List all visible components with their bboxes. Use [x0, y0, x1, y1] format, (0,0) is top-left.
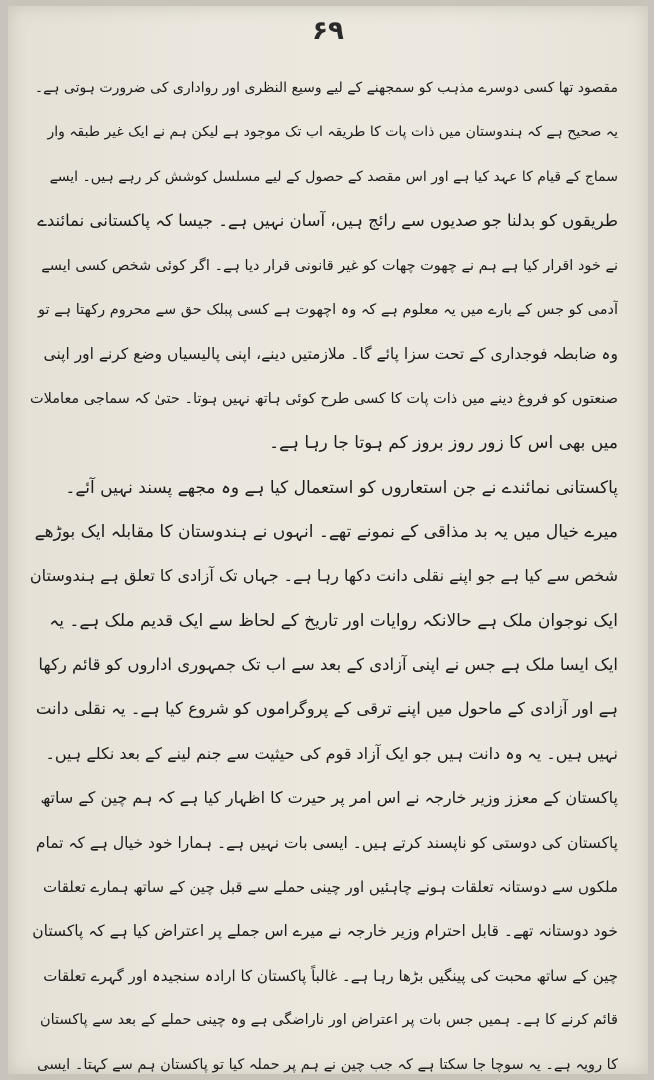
book-page — [8, 6, 648, 1074]
text-line: ایک نوجوان ملک ہے حالانکہ روایات اور تاریخ کے لحاظ سے ایک قدیم ملک ہے۔ یہ — [49, 610, 618, 631]
text-line: میرے خیال میں یہ بد مذاقی کے نمونے تھے۔ انہوں نے ہندوستان کا مقابلہ ایک بوڑھے — [34, 521, 618, 542]
text-line: نے خود اقرار کیا ہے ہم نے چھوت چھات کو غیر قانونی قرار دیا ہے۔ اگر کوئی شخص کسی ایسے — [41, 257, 618, 274]
text-line: یہ صحیح ہے کہ ہندوستان میں ذات پات کا طریقہ اب تک موجود ہے لیکن ہم نے ایک غیر طبقہ وار — [47, 124, 618, 141]
text-line: وہ ضابطہ فوجداری کے تحت سزا پائے گا۔ ملازمتیں دینے، اپنی پالیسیاں وضع کرنے اور اپنی — [43, 345, 618, 364]
text-line: ایک ایسا ملک ہے جس نے اپنی آزادی کے بعد سے اب تک جمہوری اداروں کو قائم رکھا — [38, 655, 618, 675]
text-line: ملکوں سے دوستانہ تعلقات ہونے چاہئیں اور چینی حملے سے قبل چین کے ساتھ ہمارے تعلقات — [43, 878, 618, 897]
text-line: چین کے ساتھ محبت کی پینگیں بڑھا رہا ہے۔ غالباً پاکستان کا ارادہ سنجیدہ اور گہرے تعلقات — [43, 966, 618, 985]
text-line: مقصود تھا کسی دوسرے مذہب کو سمجھنے کے لیے وسیع النظری اور رواداری کی ضرورت ہوتی ہے۔ — [34, 80, 618, 96]
text-line: قائم کرنے کا ہے۔ ہمیں جس بات پر اعتراض اور ناراضگی ہے وہ چینی حملے کے بعد سے پاکستان — [39, 1012, 618, 1029]
text-line: آدمی کو جس کے بارے میں یہ معلوم ہے کہ وہ اچھوت ہے کسی پبلک حق سے محروم رکھتا ہے تو — [38, 301, 618, 318]
text-line: ہے اور آزادی کے ماحول میں اپنے ترقی کے پروگراموں کو شروع کیا ہے۔ یہ نقلی دانت — [35, 699, 618, 719]
text-line: میں بھی اس کا زور روز بروز کم ہوتا جا رہا ہے۔ — [269, 433, 618, 454]
text-line: پاکستانی نمائندے نے جن استعاروں کو استعمال کیا ہے وہ مجھے پسند نہیں آئے۔ — [65, 477, 618, 498]
text-line: طریقوں کو بدلنا جو صدیوں سے رائج ہیں، آسان نہیں ہے۔ جیسا کہ پاکستانی نمائندے — [37, 211, 618, 231]
text-line: پاکستان کی دوستی کو ناپسند کرتے ہیں۔ ایسی بات نہیں ہے۔ ہمارا خود خیال ہے کہ تمام — [35, 833, 618, 852]
text-line: صنعتوں کو فروغ دینے میں ذات پات کا کسی طرح کوئی ہاتھ نہیں ہوتا۔ حتیٰ کہ سماجی معاملات — [30, 390, 618, 407]
text-line: شخص سے کیا ہے جو اپنے نقلی دانت دکھا رہا ہے۔ جہاں تک آزادی کا تعلق ہے ہندوستان — [30, 566, 618, 586]
body-text — [30, 66, 618, 1074]
page-number: ۶۹ — [312, 16, 344, 46]
text-line: سماج کے قیام کا عہد کیا ہے اور اس مقصد کے حصول کے لیے مسلسل کوشش کر رہے ہیں۔ ایسے — [49, 168, 618, 185]
text-line: کا رویہ ہے۔ یہ سوچا جا سکتا ہے کہ جب چین نے ہم پر حملہ کیا تو پاکستان ہم سے کہتا۔ ایسی — [37, 1056, 618, 1073]
text-line: خود دوستانہ تھے۔ قابل احترام وزیر خارجہ نے میرے اس جملے پر اعتراض کیا ہے کہ پاکستان — [32, 922, 618, 941]
text-line: پاکستان کے معزز وزیر خارجہ نے اس امر پر حیرت کا اظہار کیا ہے کہ ہم چین کے ساتھ — [40, 788, 618, 808]
text-line: نہیں ہیں۔ یہ وہ دانت ہیں جو ایک آزاد قوم کی حیثیت سے جنم لینے کے بعد نکلے ہیں۔ — [45, 743, 618, 763]
